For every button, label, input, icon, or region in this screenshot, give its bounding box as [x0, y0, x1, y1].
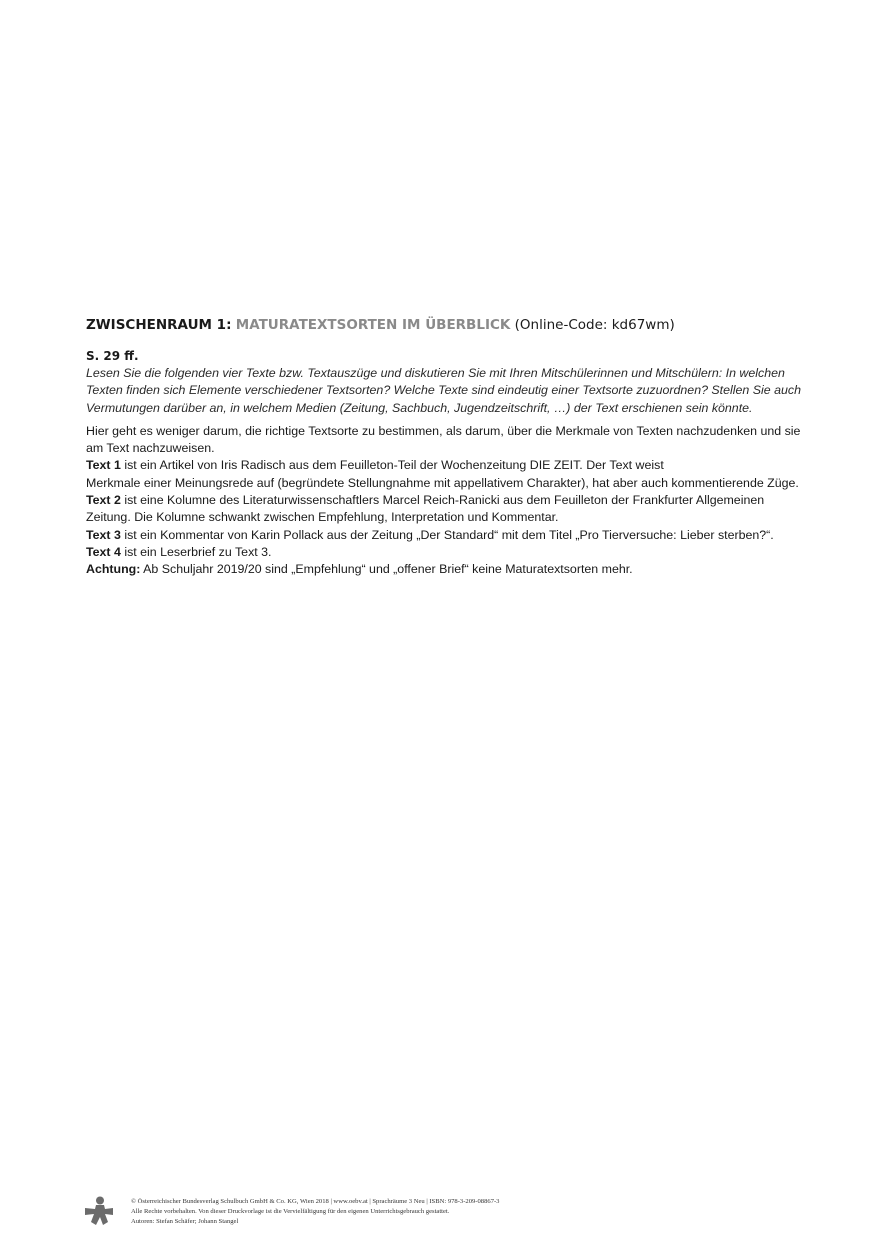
note-text-3	[86, 527, 806, 544]
note-lead: Text 3	[86, 527, 121, 542]
note-body: ist ein Kommentar von Karin Pollack aus der Zeitung „Der Standard“ mit dem Titel „Pro Tierversuche: Lieber sterben?“.	[120, 527, 774, 542]
note-body: ist eine Kolumne des Literaturwissenschaftlers Marcel Reich-Ranicki aus dem Feuilleton der Frankfurter Allgemeinen Zeitung. Die Kolumne schwankt zwischen Empfehlung, Interpretation und Kommentar.	[86, 493, 765, 525]
note-lead: Text 4	[86, 544, 121, 559]
note-text-1	[86, 457, 806, 492]
page-footer	[84, 1196, 804, 1230]
task-instruction: Lesen Sie die folgenden vier Texte bzw. Textauszüge und diskutieren Sie mit Ihren Mitschülerinnen und Mitschülern: In welchen Texten finden sich Elemente verschiedener Textsorten? Welche Texte sind eindeutig einer Textsorte zuzuordnen? Stellen Sie auch Vermutungen darüber an, in welchem Medien (Zeitung, Sachbuch, Jugendzeitschrift, …) der Text erschienen sein könnte.	[86, 366, 801, 415]
worksheet-content	[86, 316, 806, 579]
intro-paragraph: Hier geht es weniger darum, die richtige Textsorte zu bestimmen, als darum, über die Merkmale von Texten nachzudenken und sie am Text nachzuweisen.	[86, 423, 801, 456]
heading-topic: MATURATEXTSORTEN IM ÜBERBLICK	[235, 317, 511, 333]
note-attention	[86, 561, 806, 578]
heading-lead: ZWISCHENRAUM 1:	[86, 317, 232, 333]
oebv-logo-icon	[84, 1196, 114, 1228]
note-body-continued: Merkmale einer Meinungsrede auf (begründete Stellungnahme mit appellativem Charakter), hat aber auch kommentierende Züge.	[86, 475, 799, 490]
note-text-4	[86, 544, 806, 561]
note-body: ist ein Artikel von Iris Radisch aus dem Feuilleton-Teil der Wochenzeitung DIE ZEIT. Der Text weist	[120, 458, 664, 473]
note-body: ist ein Leserbrief zu Text 3.	[120, 544, 272, 559]
page-reference: S. 29 ff.	[86, 349, 139, 363]
note-lead: Text 1	[86, 458, 121, 473]
note-lead: Achtung:	[86, 562, 141, 577]
online-code: (Online-Code: kd67wm)	[514, 317, 675, 333]
section-heading	[86, 316, 806, 334]
authors-line: Autoren: Stefan Schäfer; Johann Stangel	[131, 1218, 239, 1225]
note-body: Ab Schuljahr 2019/20 sind „Empfehlung“ und „offener Brief“ keine Maturatextsorten mehr.	[140, 562, 633, 577]
rights-line: Alle Rechte vorbehalten. Von dieser Druckvorlage ist die Vervielfältigung für den eigenen Unterrichtsgebrauch gestattet.	[131, 1208, 450, 1215]
note-lead: Text 2	[86, 493, 121, 508]
footer-text	[131, 1197, 499, 1227]
note-text-2	[86, 492, 806, 527]
copyright-line: © Österreichischer Bundesverlag Schulbuch GmbH & Co. KG, Wien 2018 | www.oebv.at | Sprachräume 3 Neu | ISBN: 978-3-209-08867-3	[131, 1198, 500, 1205]
